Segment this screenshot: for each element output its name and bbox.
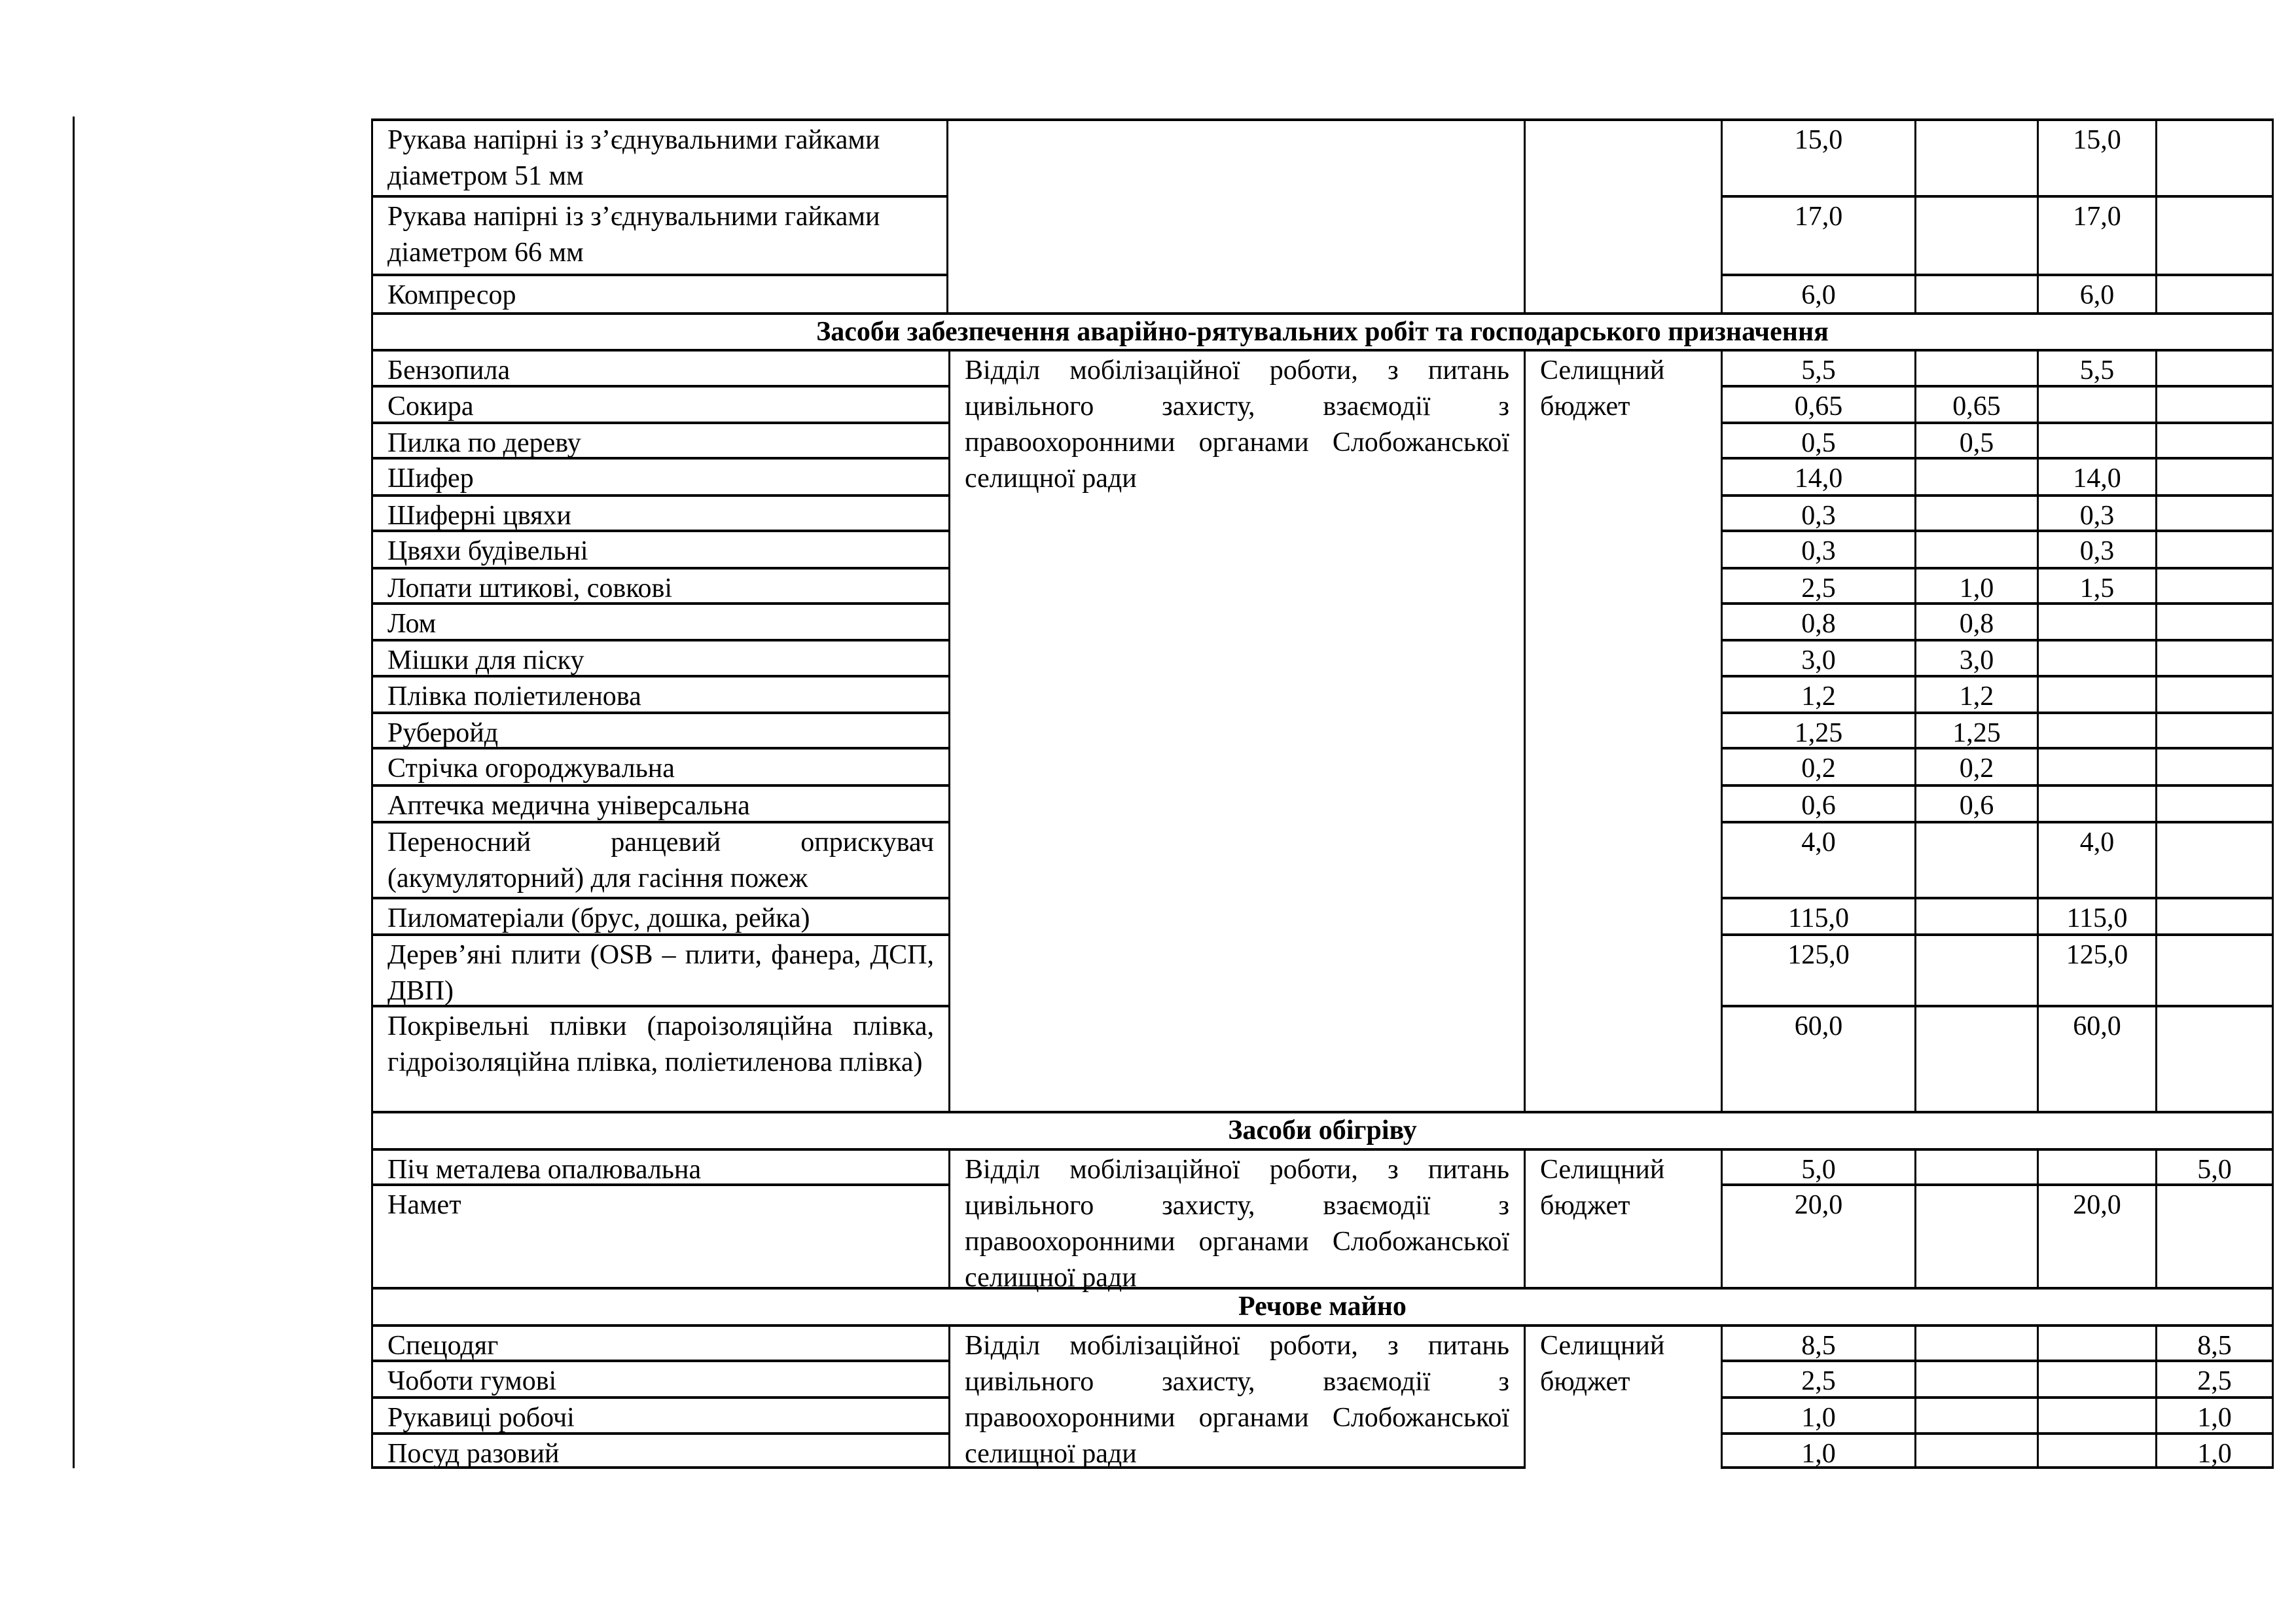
item-name-cell: Спецодяг (371, 1324, 948, 1360)
value-cell-c2 (1914, 933, 2037, 1005)
value-cell-c3 (2037, 1324, 2155, 1360)
item-name-cell: Дерев’яні плити (OSB – плити, фанера, ДСП, ДВП) (371, 933, 948, 1005)
value-cell-c2 (1914, 118, 2037, 195)
department-cell: Відділ мобілізаційної роботи, з питань цивільного захисту, взаємодії з правоохоронними органами Слобожанської селищної ради (948, 349, 1524, 1111)
value-cell-c4 (2155, 567, 2274, 602)
value-cell-c3 (2037, 1396, 2155, 1432)
department-cell: Відділ мобілізаційної роботи, з питань цивільного захисту, взаємодії з правоохоронними органами Слобожанської селищної ради (948, 1324, 1524, 1469)
value-cell-c4 (2155, 821, 2274, 897)
value-cell-c4 (2155, 1183, 2274, 1287)
item-name-cell: Рукава напірні із з’єднувальними гайками діаметром 51 мм (371, 118, 948, 195)
budget-cell: Селищний бюджет (1524, 1324, 1721, 1469)
item-name-cell: Компресор (371, 274, 948, 312)
item-name-cell: Лопати штикові, совкові (371, 567, 948, 602)
value-cell-c2 (1914, 897, 2037, 933)
value-cell-c3: 60,0 (2037, 1005, 2155, 1111)
value-cell-c2 (1914, 1148, 2037, 1183)
value-cell-total: 2,5 (1721, 567, 1914, 602)
item-name-cell: Цвяхи будівельні (371, 530, 948, 567)
value-cell-c2 (1914, 1360, 2037, 1396)
value-cell-c4 (2155, 530, 2274, 567)
value-cell-total: 0,65 (1721, 385, 1914, 422)
value-cell-c2 (1914, 530, 2037, 567)
value-cell-total: 0,6 (1721, 784, 1914, 821)
value-cell-c4: 2,5 (2155, 1360, 2274, 1396)
value-cell-total: 2,5 (1721, 1360, 1914, 1396)
value-cell-c2 (1914, 1396, 2037, 1432)
value-cell-c4 (2155, 195, 2274, 274)
value-cell-total: 17,0 (1721, 195, 1914, 274)
value-cell-c4 (2155, 675, 2274, 712)
value-cell-c3: 4,0 (2037, 821, 2155, 897)
section-title: Засоби забезпечення аварійно-рятувальних робіт та господарського призначення (371, 312, 2274, 349)
value-cell-c2: 1,0 (1914, 567, 2037, 602)
item-name-cell: Переносний ранцевий оприскувач (акумуляторний) для гасіння пожеж (371, 821, 948, 897)
value-cell-c3 (2037, 712, 2155, 747)
value-cell-c4 (2155, 784, 2274, 821)
value-cell-c3: 14,0 (2037, 457, 2155, 494)
value-cell-c4 (2155, 639, 2274, 675)
value-cell-c4 (2155, 712, 2274, 747)
value-cell-total: 60,0 (1721, 1005, 1914, 1111)
value-cell-c4 (2155, 457, 2274, 494)
value-cell-c2 (1914, 1183, 2037, 1287)
item-name-cell: Лом (371, 602, 948, 639)
value-cell-c4: 5,0 (2155, 1148, 2274, 1183)
value-cell-c2: 0,2 (1914, 747, 2037, 784)
value-cell-total: 1,2 (1721, 675, 1914, 712)
value-cell-total: 1,0 (1721, 1396, 1914, 1432)
value-cell-c4: 1,0 (2155, 1396, 2274, 1432)
value-cell-total: 5,5 (1721, 349, 1914, 385)
value-cell-total: 20,0 (1721, 1183, 1914, 1287)
value-cell-total: 0,3 (1721, 530, 1914, 567)
value-cell-c3 (2037, 602, 2155, 639)
value-cell-c2: 0,8 (1914, 602, 2037, 639)
item-name-cell: Шиферні цвяхи (371, 494, 948, 530)
page-margin-line (73, 117, 75, 1468)
department-cell: Відділ мобілізаційної роботи, з питань цивільного захисту, взаємодії з правоохоронними органами Слобожанської селищної ради (948, 1148, 1524, 1287)
value-cell-c2: 1,25 (1914, 712, 2037, 747)
section-title: Речове майно (371, 1287, 2274, 1324)
value-cell-c3: 115,0 (2037, 897, 2155, 933)
item-name-cell: Чоботи гумові (371, 1360, 948, 1396)
value-cell-total: 1,25 (1721, 712, 1914, 747)
item-name-cell: Піч металева опалювальна (371, 1148, 948, 1183)
value-cell-c3 (2037, 675, 2155, 712)
value-cell-c4 (2155, 349, 2274, 385)
value-cell-c3: 1,5 (2037, 567, 2155, 602)
value-cell-c2 (1914, 821, 2037, 897)
value-cell-total: 0,8 (1721, 602, 1914, 639)
value-cell-total: 0,3 (1721, 494, 1914, 530)
value-cell-total: 6,0 (1721, 274, 1914, 312)
value-cell-c3 (2037, 1360, 2155, 1396)
value-cell-c2: 0,5 (1914, 422, 2037, 457)
value-cell-total: 5,0 (1721, 1148, 1914, 1183)
value-cell-c4 (2155, 385, 2274, 422)
value-cell-total: 1,0 (1721, 1432, 1914, 1469)
value-cell-c4: 8,5 (2155, 1324, 2274, 1360)
budget-cell: Селищний бюджет (1524, 349, 1721, 1111)
value-cell-c2: 0,6 (1914, 784, 2037, 821)
value-cell-c2: 0,65 (1914, 385, 2037, 422)
item-name-cell: Пилка по дереву (371, 422, 948, 457)
value-cell-total: 0,5 (1721, 422, 1914, 457)
value-cell-c2 (1914, 1324, 2037, 1360)
item-name-cell: Пиломатеріали (брус, дошка, рейка) (371, 897, 948, 933)
value-cell-c3: 125,0 (2037, 933, 2155, 1005)
value-cell-c3: 15,0 (2037, 118, 2155, 195)
value-cell-c3: 6,0 (2037, 274, 2155, 312)
value-cell-c4 (2155, 897, 2274, 933)
value-cell-c3 (2037, 1148, 2155, 1183)
value-cell-c3 (2037, 1432, 2155, 1469)
value-cell-c2: 1,2 (1914, 675, 2037, 712)
value-cell-c4 (2155, 933, 2274, 1005)
value-cell-c2 (1914, 457, 2037, 494)
value-cell-c4 (2155, 494, 2274, 530)
budget-cell-continued (1524, 118, 1721, 312)
value-cell-total: 15,0 (1721, 118, 1914, 195)
value-cell-total: 14,0 (1721, 457, 1914, 494)
item-name-cell: Сокира (371, 385, 948, 422)
value-cell-c2 (1914, 349, 2037, 385)
value-cell-c2 (1914, 494, 2037, 530)
item-name-cell: Стрічка огороджувальна (371, 747, 948, 784)
item-name-cell: Посуд разовий (371, 1432, 948, 1469)
value-cell-c3: 20,0 (2037, 1183, 2155, 1287)
section-title: Засоби обігріву (371, 1111, 2274, 1148)
item-name-cell: Намет (371, 1183, 948, 1287)
value-cell-total: 3,0 (1721, 639, 1914, 675)
item-name-cell: Плівка поліетиленова (371, 675, 948, 712)
value-cell-c3 (2037, 784, 2155, 821)
value-cell-c4 (2155, 747, 2274, 784)
value-cell-c4 (2155, 118, 2274, 195)
value-cell-c2 (1914, 195, 2037, 274)
value-cell-c2 (1914, 1005, 2037, 1111)
item-name-cell: Рукава напірні із з’єднувальними гайками діаметром 66 мм (371, 195, 948, 274)
value-cell-c2 (1914, 274, 2037, 312)
value-cell-total: 125,0 (1721, 933, 1914, 1005)
item-name-cell: Рукавиці робочі (371, 1396, 948, 1432)
value-cell-c3 (2037, 747, 2155, 784)
value-cell-c4 (2155, 1005, 2274, 1111)
value-cell-c4 (2155, 422, 2274, 457)
value-cell-c4 (2155, 602, 2274, 639)
item-name-cell: Руберойд (371, 712, 948, 747)
value-cell-c3: 0,3 (2037, 530, 2155, 567)
value-cell-c4 (2155, 274, 2274, 312)
item-name-cell: Мішки для піску (371, 639, 948, 675)
item-name-cell: Шифер (371, 457, 948, 494)
item-name-cell: Бензопила (371, 349, 948, 385)
value-cell-c3 (2037, 639, 2155, 675)
value-cell-total: 8,5 (1721, 1324, 1914, 1360)
value-cell-c3: 0,3 (2037, 494, 2155, 530)
department-cell-continued (948, 118, 1524, 312)
value-cell-c3 (2037, 385, 2155, 422)
value-cell-c3: 5,5 (2037, 349, 2155, 385)
item-name-cell: Аптечка медична універсальна (371, 784, 948, 821)
value-cell-c3 (2037, 422, 2155, 457)
value-cell-total: 0,2 (1721, 747, 1914, 784)
budget-cell: Селищний бюджет (1524, 1148, 1721, 1287)
value-cell-c3: 17,0 (2037, 195, 2155, 274)
value-cell-c4: 1,0 (2155, 1432, 2274, 1469)
value-cell-c2 (1914, 1432, 2037, 1469)
item-name-cell: Покрівельні плівки (пароізоляційна плівка, гідроізоляційна плівка, поліетиленова плівка) (371, 1005, 948, 1111)
value-cell-total: 4,0 (1721, 821, 1914, 897)
value-cell-total: 115,0 (1721, 897, 1914, 933)
value-cell-c2: 3,0 (1914, 639, 2037, 675)
